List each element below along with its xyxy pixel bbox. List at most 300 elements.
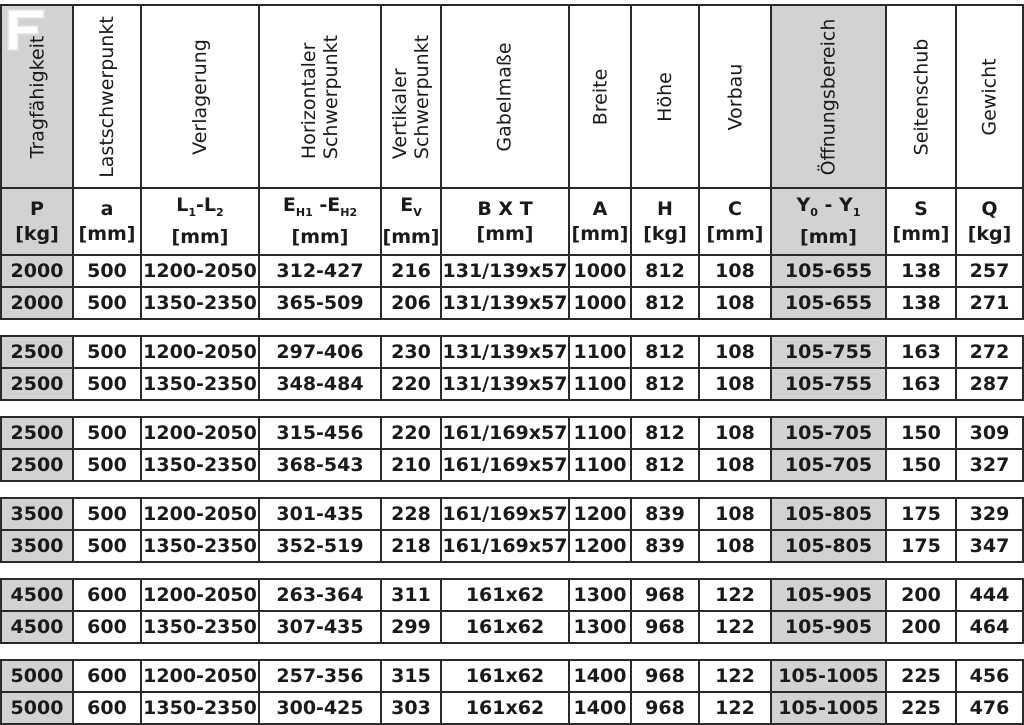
- cell-value: 315-456: [276, 422, 364, 444]
- symbol-label: [657, 197, 673, 222]
- table-cell: [630, 497, 700, 531]
- column-header: [380, 4, 442, 189]
- symbol-text: -E: [312, 194, 341, 217]
- symbol-unit-cell: [140, 187, 260, 256]
- symbol-unit-cell: [955, 187, 1024, 256]
- cell-value: 1350-2350: [143, 697, 257, 719]
- table-cell: [885, 286, 957, 320]
- cell-value: 327: [969, 454, 1010, 476]
- column-header: [568, 4, 632, 189]
- symbol-label: [797, 193, 861, 225]
- column-header-line: Tragfähigkeit: [26, 35, 49, 158]
- table-cell: [885, 529, 957, 563]
- symbol-label: [30, 197, 44, 222]
- cell-value: 5000: [10, 697, 64, 719]
- cell-value: 1200-2050: [143, 665, 257, 687]
- table-cell: [72, 497, 142, 531]
- table-cell: [140, 448, 260, 482]
- table-cell: [698, 529, 772, 563]
- column-header-line: Lastschwerpunkt: [96, 15, 119, 178]
- table-cell: [955, 578, 1024, 612]
- cell-value: 228: [391, 503, 431, 525]
- column-header-line: Seitenschub: [910, 38, 933, 155]
- column-header-label: [910, 38, 932, 155]
- cell-value: 271: [969, 292, 1010, 314]
- table-cell: [770, 610, 887, 644]
- table-cell: [140, 529, 260, 563]
- cell-value: 138: [901, 292, 941, 314]
- symbol-text: Q: [981, 197, 998, 220]
- cell-value: 220: [391, 373, 431, 395]
- column-header-label: [724, 63, 746, 130]
- cell-value: 131/139x57: [442, 341, 568, 363]
- cell-value: 105-1005: [778, 665, 879, 687]
- table-cell: [955, 529, 1024, 563]
- cell-value: 161/169x57: [442, 503, 568, 525]
- cell-value: 329: [969, 503, 1010, 525]
- column-header: [630, 4, 700, 189]
- table-cell: [72, 691, 142, 725]
- table-cell: [380, 254, 442, 288]
- cell-value: 1200: [573, 503, 627, 525]
- cell-value: 1100: [573, 341, 627, 363]
- cell-value: 105-705: [784, 454, 873, 476]
- cell-value: 300-425: [276, 697, 364, 719]
- symbol-unit-cell: [630, 187, 700, 256]
- table-cell: [885, 416, 957, 450]
- symbol-label: [593, 197, 608, 222]
- symbol-text: P: [30, 197, 44, 220]
- symbol-unit-cell: [0, 187, 74, 256]
- cell-value: 108: [715, 341, 755, 363]
- table-cell: [258, 367, 382, 401]
- column-header: [440, 4, 570, 189]
- table-cell: [770, 691, 887, 725]
- table-cell: [630, 659, 700, 693]
- table-cell: [0, 254, 74, 288]
- column-header: [140, 4, 260, 189]
- symbol-text: L: [176, 194, 189, 217]
- table-cell: [630, 691, 700, 725]
- symbol-text: E: [282, 194, 296, 217]
- table-cell: [0, 529, 74, 563]
- cell-value: 500: [87, 260, 127, 282]
- table-cell: [568, 286, 632, 320]
- cell-value: 1300: [573, 584, 627, 606]
- cell-value: 175: [901, 535, 941, 557]
- cell-value: 163: [901, 373, 941, 395]
- cell-value: 311: [391, 584, 431, 606]
- table-cell: [72, 448, 142, 482]
- cell-value: 1100: [573, 373, 627, 395]
- column-header-line: Öffnungsbereich: [817, 18, 840, 175]
- table-cell: [568, 367, 632, 401]
- column-header-label: [189, 39, 211, 155]
- table-cell: [140, 691, 260, 725]
- table-cell: [0, 578, 74, 612]
- symbol-text: Y: [796, 194, 811, 217]
- cell-value: 287: [969, 373, 1010, 395]
- table-cell: [955, 335, 1024, 369]
- cell-value: 299: [391, 616, 431, 638]
- table-cell: [380, 497, 442, 531]
- table-cell: [140, 367, 260, 401]
- cell-value: 210: [391, 454, 431, 476]
- cell-value: 108: [715, 260, 755, 282]
- table-cell: [380, 691, 442, 725]
- cell-value: 105-805: [784, 535, 873, 557]
- cell-value: 5000: [10, 665, 64, 687]
- table-cell: [770, 659, 887, 693]
- table-cell: [568, 448, 632, 482]
- table-cell: [140, 254, 260, 288]
- column-header-line: Vertikaler: [389, 67, 411, 159]
- cell-value: 131/139x57: [442, 292, 568, 314]
- table-cell: [72, 286, 142, 320]
- table-cell: [258, 448, 382, 482]
- table-cell: [258, 610, 382, 644]
- cell-value: 839: [645, 535, 685, 557]
- symbol-unit-cell: [72, 187, 142, 256]
- table-cell: [955, 286, 1024, 320]
- table-cell: [440, 529, 570, 563]
- table-cell: [380, 529, 442, 563]
- cell-value: 444: [969, 584, 1010, 606]
- table-cell: [885, 448, 957, 482]
- cell-value: 812: [645, 373, 685, 395]
- table-cell: [380, 659, 442, 693]
- symbol-subscript: 0: [810, 205, 818, 219]
- cell-value: 500: [87, 503, 127, 525]
- cell-value: 105-655: [784, 260, 873, 282]
- cell-value: 230: [391, 341, 431, 363]
- cell-value: 500: [87, 535, 127, 557]
- symbol-unit-cell: [698, 187, 772, 256]
- cell-value: 968: [645, 616, 685, 638]
- table-cell: [140, 578, 260, 612]
- cell-value: 301-435: [276, 503, 364, 525]
- cell-value: 812: [645, 260, 685, 282]
- unit-label: [mm]: [291, 225, 349, 248]
- cell-value: 600: [87, 616, 127, 638]
- column-header-line: Schwerpunkt: [320, 34, 342, 159]
- cell-value: 122: [715, 697, 755, 719]
- table-cell: [440, 497, 570, 531]
- cell-value: 1350-2350: [143, 535, 257, 557]
- cell-value: 315: [391, 665, 431, 687]
- table-cell: [885, 497, 957, 531]
- table-cell: [140, 286, 260, 320]
- cell-value: 161x62: [465, 665, 545, 687]
- table-cell: [258, 691, 382, 725]
- cell-value: 263-364: [276, 584, 364, 606]
- table-cell: [885, 367, 957, 401]
- table-cell: [568, 254, 632, 288]
- unit-label: [mm]: [800, 225, 857, 248]
- table-cell: [630, 448, 700, 482]
- cell-value: 968: [645, 584, 685, 606]
- table-cell: [568, 659, 632, 693]
- cell-value: 297-406: [276, 341, 364, 363]
- column-header-line: Gewicht: [978, 57, 1001, 136]
- unit-label: [kg]: [967, 222, 1012, 245]
- table-cell: [72, 335, 142, 369]
- table-cell: [72, 578, 142, 612]
- cell-value: 161x62: [465, 697, 545, 719]
- table-cell: [380, 448, 442, 482]
- cell-value: 1350-2350: [143, 292, 257, 314]
- cell-value: 108: [715, 454, 755, 476]
- table-cell: [955, 367, 1024, 401]
- cell-value: 122: [715, 616, 755, 638]
- table-cell: [0, 335, 74, 369]
- cell-value: 131/139x57: [442, 260, 568, 282]
- table-cell: [955, 416, 1024, 450]
- symbol-text: S: [914, 197, 928, 220]
- cell-value: 216: [391, 260, 431, 282]
- cell-value: 161/169x57: [442, 422, 568, 444]
- cell-value: 1000: [573, 292, 627, 314]
- symbol-text: A: [592, 197, 608, 220]
- table-cell: [440, 367, 570, 401]
- table-cell: [0, 416, 74, 450]
- cell-value: 1200-2050: [143, 422, 257, 444]
- cell-value: 122: [715, 584, 755, 606]
- symbol-text: C: [728, 197, 742, 220]
- cell-value: 105-805: [784, 503, 873, 525]
- symbol-text: - Y: [817, 194, 853, 217]
- column-header-label: [818, 18, 840, 175]
- table-cell: [72, 416, 142, 450]
- table-cell: [955, 659, 1024, 693]
- table-cell: [630, 286, 700, 320]
- cell-value: 464: [969, 616, 1010, 638]
- symbol-unit-cell: [440, 187, 570, 256]
- table-cell: [955, 497, 1024, 531]
- table-cell: [380, 367, 442, 401]
- table-cell: [630, 335, 700, 369]
- table-cell: [630, 529, 700, 563]
- table-cell: [568, 497, 632, 531]
- symbol-text: a: [100, 197, 114, 220]
- cell-value: 257: [969, 260, 1010, 282]
- unit-label: [mm]: [382, 225, 440, 248]
- cell-value: 500: [87, 454, 127, 476]
- table-cell: [698, 335, 772, 369]
- table-cell: [440, 416, 570, 450]
- table-cell: [885, 254, 957, 288]
- symbol-subscript: H1: [295, 205, 313, 219]
- symbol-subscript: 1: [852, 205, 861, 219]
- column-header-label: [654, 72, 676, 122]
- cell-value: 4500: [10, 584, 64, 606]
- cell-value: 161/169x57: [442, 454, 568, 476]
- cell-value: 500: [87, 373, 127, 395]
- table-cell: [568, 578, 632, 612]
- table-cell: [140, 659, 260, 693]
- cell-value: 1200-2050: [143, 260, 257, 282]
- cell-value: 3500: [10, 503, 64, 525]
- cell-value: 303: [391, 697, 431, 719]
- column-header-line: Horizontaler: [298, 42, 320, 159]
- symbol-subscript: V: [413, 205, 422, 219]
- cell-value: 161x62: [465, 584, 545, 606]
- cell-value: 839: [645, 503, 685, 525]
- table-cell: [770, 286, 887, 320]
- table-cell: [770, 529, 887, 563]
- table-cell: [568, 416, 632, 450]
- cell-value: 1300: [573, 616, 627, 638]
- table-cell: [698, 448, 772, 482]
- table-cell: [0, 286, 74, 320]
- unit-label: [mm]: [892, 222, 950, 245]
- symbol-text: B X T: [477, 197, 533, 220]
- cell-value: 108: [715, 503, 755, 525]
- column-header-line: Breite: [588, 68, 611, 125]
- table-cell: [440, 691, 570, 725]
- table-cell: [698, 367, 772, 401]
- table-cell: [770, 335, 887, 369]
- unit-label: [mm]: [476, 222, 534, 245]
- table-cell: [440, 448, 570, 482]
- cell-value: 257-356: [276, 665, 364, 687]
- table-cell: [955, 254, 1024, 288]
- symbol-label: [477, 197, 532, 222]
- cell-value: 309: [969, 422, 1010, 444]
- column-header-label: [298, 34, 342, 158]
- column-header-label: [389, 34, 433, 158]
- table-cell: [698, 659, 772, 693]
- table-cell: [955, 610, 1024, 644]
- table-cell: [0, 691, 74, 725]
- unit-label: [mm]: [171, 225, 229, 248]
- column-header-line: Vorbau: [724, 63, 746, 130]
- table-cell: [568, 610, 632, 644]
- symbol-label: [283, 193, 357, 225]
- table-cell: [72, 367, 142, 401]
- cell-value: 105-755: [784, 373, 873, 395]
- cell-value: 220: [391, 422, 431, 444]
- table-cell: [955, 448, 1024, 482]
- column-header: [72, 4, 142, 189]
- column-header-line: Schwerpunkt: [411, 34, 433, 159]
- table-cell: [258, 659, 382, 693]
- cell-value: 812: [645, 341, 685, 363]
- cell-value: 500: [87, 341, 127, 363]
- cell-value: 1000: [573, 260, 627, 282]
- table-cell: [440, 286, 570, 320]
- table-cell: [440, 610, 570, 644]
- cell-value: 108: [715, 535, 755, 557]
- cell-value: 4500: [10, 616, 64, 638]
- cell-value: 1350-2350: [143, 454, 257, 476]
- unit-label: [mm]: [78, 222, 136, 245]
- cell-value: 1350-2350: [143, 373, 257, 395]
- table-cell: [568, 529, 632, 563]
- cell-value: 352-519: [276, 535, 364, 557]
- table-cell: [140, 335, 260, 369]
- symbol-label: [101, 197, 114, 222]
- table-cell: [380, 335, 442, 369]
- cell-value: 812: [645, 422, 685, 444]
- cell-value: 175: [901, 503, 941, 525]
- table-cell: [380, 578, 442, 612]
- cell-value: 2500: [10, 341, 64, 363]
- cell-value: 2000: [10, 292, 64, 314]
- cell-value: 105-655: [784, 292, 873, 314]
- symbol-label: [914, 197, 928, 222]
- cell-value: 218: [391, 535, 431, 557]
- table-cell: [698, 286, 772, 320]
- cell-value: 968: [645, 697, 685, 719]
- column-header-line: Gabelmaße: [494, 41, 516, 152]
- column-header-label: [589, 68, 611, 125]
- logo-icon: [2, 4, 50, 54]
- cell-value: 2500: [10, 454, 64, 476]
- table-cell: [440, 254, 570, 288]
- cell-value: 600: [87, 584, 127, 606]
- table-cell: [72, 659, 142, 693]
- cell-value: 1400: [573, 697, 627, 719]
- table-cell: [258, 335, 382, 369]
- cell-value: 500: [87, 292, 127, 314]
- column-header-line: Höhe: [654, 71, 676, 122]
- cell-value: 1200-2050: [143, 503, 257, 525]
- cell-value: 1400: [573, 665, 627, 687]
- cell-value: 968: [645, 665, 685, 687]
- cell-value: 200: [901, 584, 941, 606]
- table-cell: [885, 578, 957, 612]
- cell-value: 200: [901, 616, 941, 638]
- symbol-subscript: 1: [188, 205, 197, 219]
- table-cell: [885, 335, 957, 369]
- table-cell: [258, 578, 382, 612]
- cell-value: 1200-2050: [143, 341, 257, 363]
- cell-value: 1200: [573, 535, 627, 557]
- cell-value: 312-427: [276, 260, 364, 282]
- cell-value: 348-484: [276, 373, 364, 395]
- table-cell: [568, 335, 632, 369]
- table-cell: [955, 691, 1024, 725]
- cell-value: 1350-2350: [143, 616, 257, 638]
- table-cell: [568, 691, 632, 725]
- cell-value: 150: [901, 422, 941, 444]
- cell-value: 272: [969, 341, 1010, 363]
- symbol-text: H: [657, 197, 673, 220]
- cell-value: 1200-2050: [143, 584, 257, 606]
- cell-value: 225: [901, 697, 941, 719]
- cell-value: 161x62: [465, 616, 545, 638]
- table-cell: [140, 416, 260, 450]
- cell-value: 108: [715, 292, 755, 314]
- cell-value: 812: [645, 292, 685, 314]
- table-cell: [698, 578, 772, 612]
- table-cell: [630, 578, 700, 612]
- table-cell: [0, 448, 74, 482]
- cell-value: 812: [645, 454, 685, 476]
- cell-value: 108: [715, 422, 755, 444]
- table-cell: [380, 610, 442, 644]
- table-cell: [770, 448, 887, 482]
- column-header: [698, 4, 772, 189]
- symbol-unit-cell: [770, 187, 887, 256]
- cell-value: 2500: [10, 373, 64, 395]
- symbol-text: -L: [196, 194, 217, 217]
- cell-value: 476: [969, 697, 1010, 719]
- table-cell: [258, 254, 382, 288]
- cell-value: 105-755: [784, 341, 873, 363]
- table-cell: [630, 367, 700, 401]
